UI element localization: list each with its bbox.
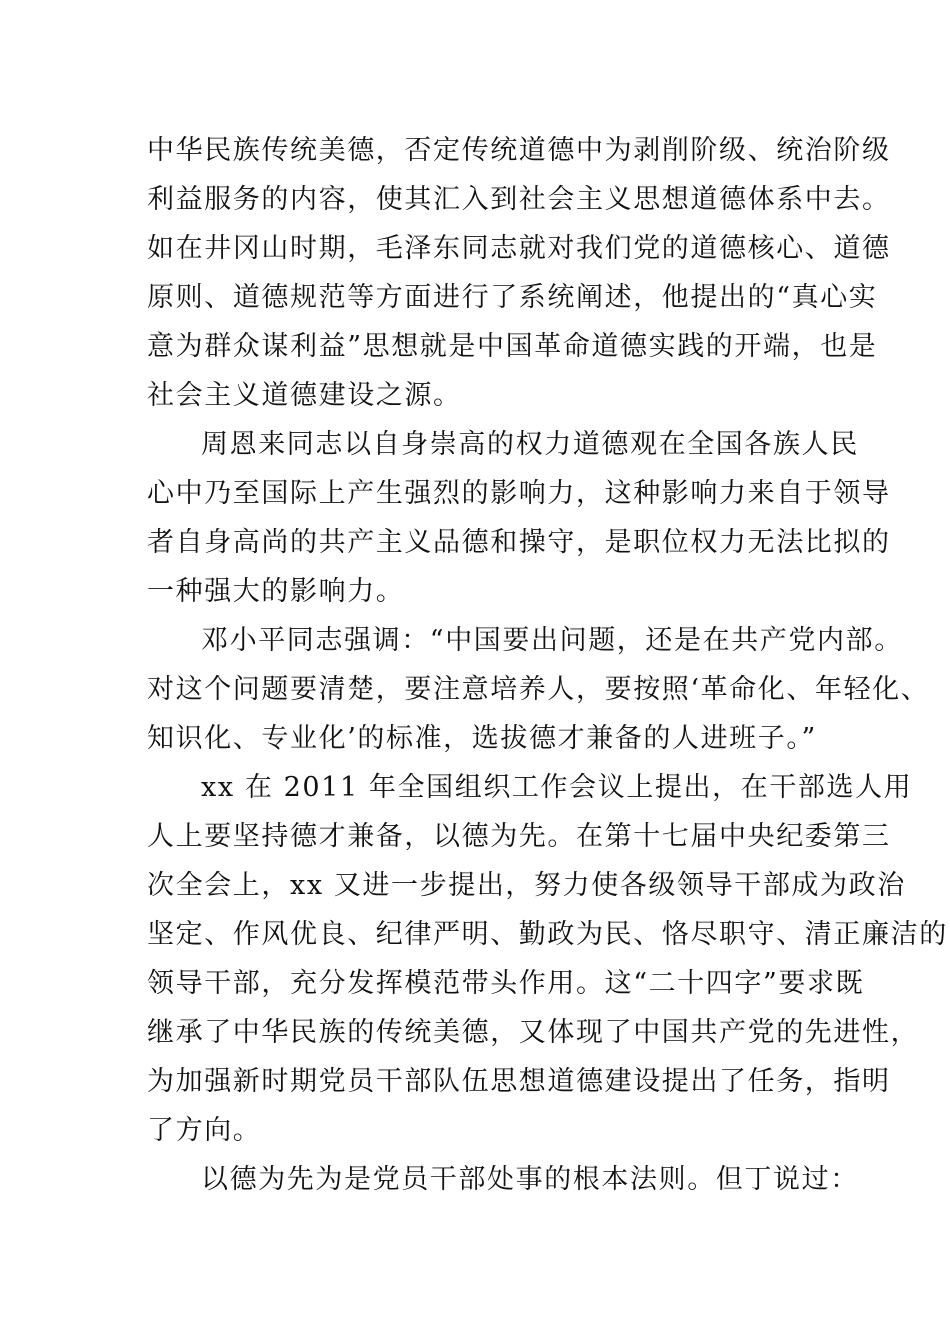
paragraph-3 <box>147 616 930 763</box>
text-line: 人上要坚持德才兼备，以德为先。在第十七届中央纪委第三 <box>147 821 891 852</box>
text-line: 继承了中华民族的传统美德，又体现了中国共产党的先进性， <box>147 1017 920 1048</box>
paragraph-5 <box>147 1155 859 1204</box>
text-line: 者自身高尚的共产主义品德和操守，是职位权力无法比拟的 <box>147 527 891 558</box>
text-line: 坚定、作风优良、纪律严明、勤政为民、恪尽职守、清正廉洁的 <box>147 919 948 950</box>
text-line: 原则、道德规范等方面进行了系统阐述，他提出的“真心实 <box>147 282 878 313</box>
text-line: 意为群众谋利益”思想就是中国革命道德实践的开端，也是 <box>147 331 878 362</box>
paragraph-1 <box>147 126 891 420</box>
text-line: 邓小平同志强调：“中国要出问题，还是在共产党内部。 <box>201 625 903 656</box>
text-line: 次全会上，xx 又进一步提出，努力使各级领导干部成为政治 <box>147 870 906 901</box>
text-line: 社会主义道德建设之源。 <box>147 380 462 411</box>
text-line: 为加强新时期党员干部队伍思想道德建设提出了任务，指明 <box>147 1066 891 1097</box>
text-line: 中华民族传统美德，否定传统道德中为剥削阶级、统治阶级 <box>147 135 891 166</box>
text-line: 利益服务的内容，使其汇入到社会主义思想道德体系中去。 <box>147 184 891 215</box>
text-line: 知识化、专业化’的标准，选拔德才兼备的人进班子。” <box>147 723 817 754</box>
document-body <box>147 126 948 1204</box>
text-line: 如在井冈山时期，毛泽东同志就对我们党的道德核心、道德 <box>147 233 891 264</box>
text-line: 对这个问题要清楚，要注意培养人，要按照‘革命化、年轻化、 <box>147 674 930 705</box>
paragraph-2 <box>147 420 891 616</box>
text-line: 领导干部，充分发挥模范带头作用。这“二十四字”要求既 <box>147 968 865 999</box>
text-line: 了方向。 <box>147 1115 262 1146</box>
text-line: 周恩来同志以自身崇高的权力道德观在全国各族人民 <box>201 429 859 460</box>
text-line: xx 在 2011 年全国组织工作会议上提出，在干部选人用 <box>201 772 913 803</box>
text-line: 心中乃至国际上产生强烈的影响力，这种影响力来自于领导 <box>147 478 891 509</box>
paragraph-4 <box>147 763 948 1155</box>
text-line: 以德为先为是党员干部处事的根本法则。但丁说过： <box>201 1164 859 1195</box>
text-line: 一种强大的影响力。 <box>147 576 405 607</box>
